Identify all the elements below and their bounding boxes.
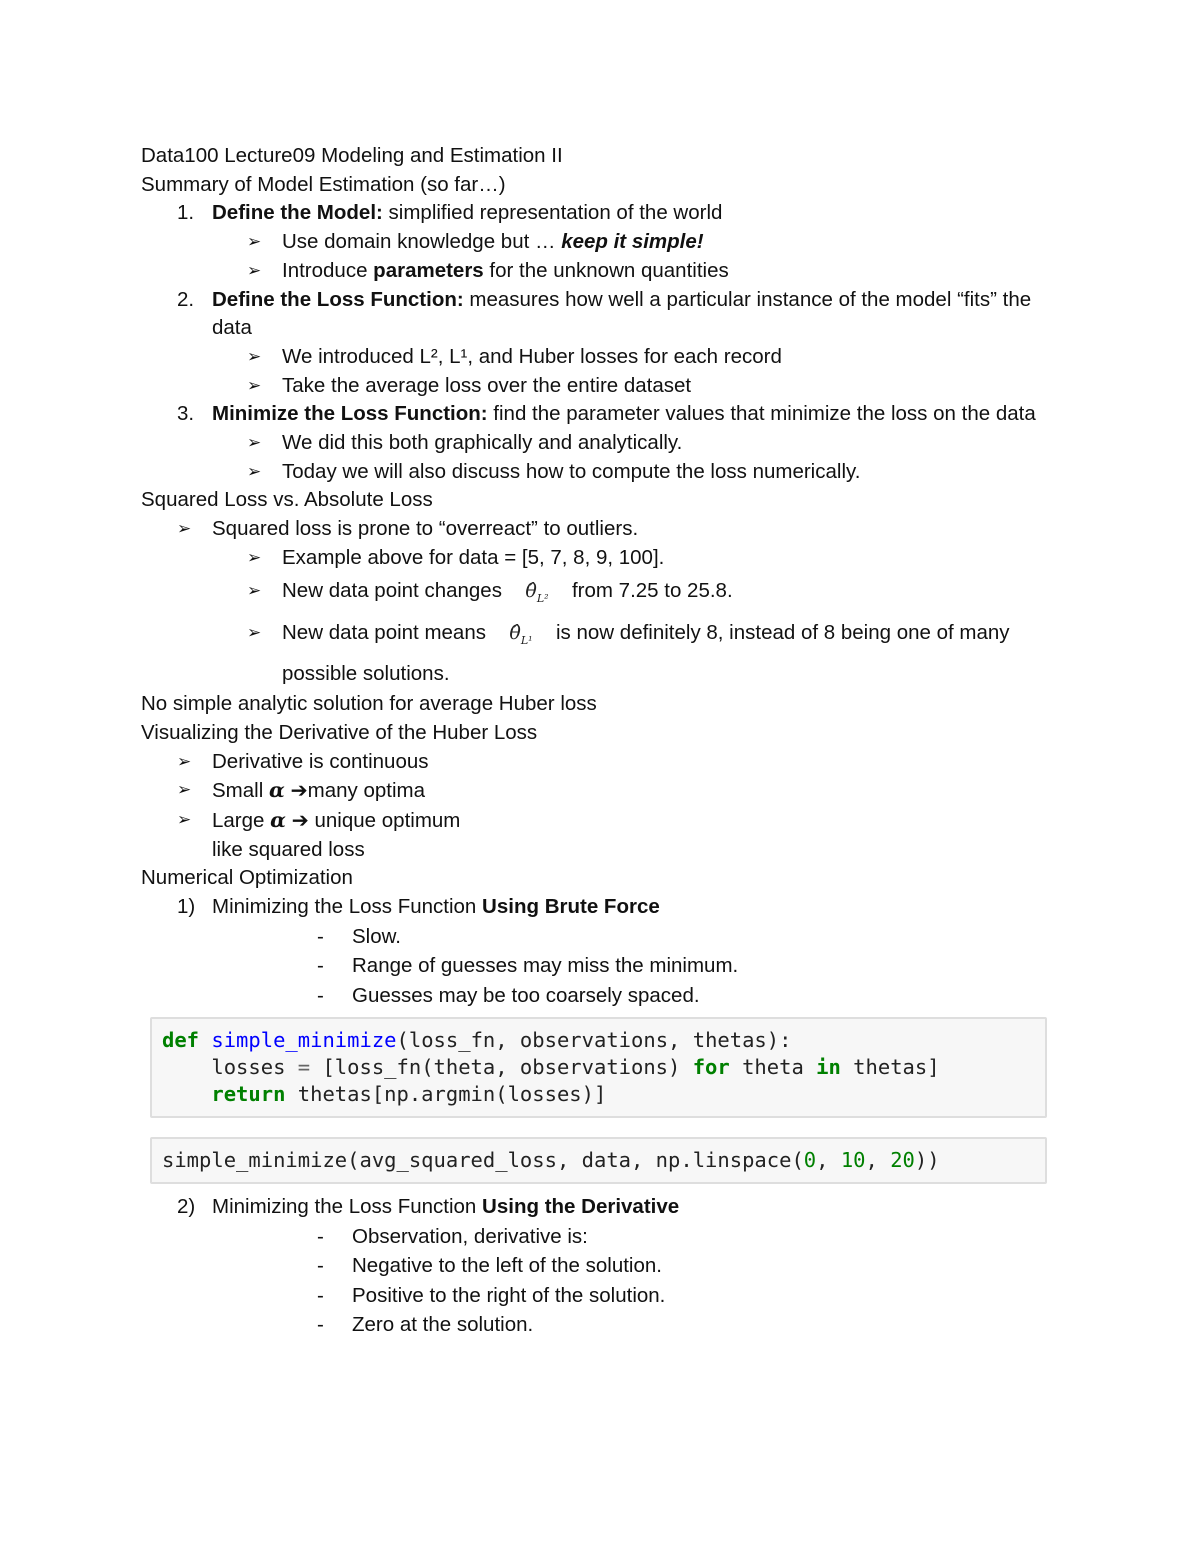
bullet-text: We introduced L², L¹, and Huber losses for each record: [282, 344, 782, 368]
bullet-text: We did this both graphically and analytically.: [282, 431, 683, 455]
dash-item: [317, 922, 1051, 952]
dash-item: [317, 1310, 1051, 1340]
bullet-text: New data point means: [282, 621, 486, 645]
dash-item: [317, 1281, 1051, 1311]
bullet-text: Take the average loss over the entire dataset: [282, 373, 692, 397]
bullet-text: unique optimum: [308, 808, 461, 832]
arrow-bullet-icon: ➢: [247, 623, 262, 643]
step-number: 1.: [177, 201, 195, 225]
bullet-item: [247, 573, 1051, 617]
code-block-call: [150, 1137, 1047, 1184]
arrow-bullet-icon: ➢: [177, 809, 192, 829]
document-body: [141, 142, 1051, 1340]
bullet-item: [247, 458, 1051, 487]
bullet-item: [177, 806, 1051, 836]
code-block-definition: [150, 1017, 1047, 1118]
bullet-item: [247, 544, 1051, 573]
bullet-text: Squared loss is prone to “overreact” to outliers.: [212, 517, 639, 541]
step-text: measures how well a particular instance of the model “fits” the data: [212, 287, 1032, 340]
step-title: Define the Loss Function:: [212, 287, 464, 311]
theta-subscript: L¹: [520, 634, 533, 648]
dash-text: Range of guesses may miss the minimum.: [352, 954, 739, 978]
bullet-text: Today we will also discuss how to compute the loss numerically.: [282, 459, 861, 483]
method-number: 1): [177, 895, 196, 919]
step-2: [177, 286, 1051, 343]
theta-hat-symbol: $\thetâ_{L^1}$: [509, 622, 533, 648]
step-title: Minimize the Loss Function:: [212, 402, 488, 426]
dash-bullet-icon: -: [317, 1224, 324, 1248]
dash-text: Slow.: [352, 924, 401, 948]
dash-text: Positive to the right of the solution.: [352, 1283, 666, 1307]
section-heading-numerical: Numerical Optimization: [141, 866, 353, 890]
bullet-item: [177, 748, 1051, 777]
arrow-bullet-icon: ➢: [247, 375, 262, 395]
bullet-text: for the unknown quantities: [483, 258, 729, 282]
bullet-text: Use domain knowledge but …: [282, 230, 562, 254]
step-text: find the parameter values that minimize the loss on the data: [487, 402, 1036, 426]
dash-item: [317, 951, 1051, 981]
method-2: [177, 1193, 1051, 1222]
arrow-bullet-icon: ➢: [247, 346, 262, 366]
bullet-text: Example above for data = [5, 7, 8, 9, 100].: [282, 545, 665, 569]
bullet-item: [247, 429, 1051, 458]
right-arrow-icon: ➔: [290, 779, 308, 803]
bullet-item: [247, 257, 1051, 286]
right-arrow-icon: ➔: [291, 808, 309, 832]
dash-text: Guesses may be too coarsely spaced.: [352, 983, 700, 1007]
arrow-bullet-icon: ➢: [247, 433, 262, 453]
section-heading-derivative: Visualizing the Derivative of the Huber Loss: [141, 720, 538, 744]
dash-text: Zero at the solution.: [352, 1313, 534, 1337]
alpha-symbol: α: [268, 778, 285, 803]
arrow-bullet-icon: ➢: [247, 547, 262, 567]
bullet-text: many optima: [307, 779, 425, 803]
section-heading-squared: Squared Loss vs. Absolute Loss: [141, 488, 433, 512]
bullet-item: [177, 515, 1051, 544]
dash-item: [317, 1222, 1051, 1252]
step-number: 2.: [177, 287, 195, 311]
method-bold: Using the Derivative: [482, 1195, 680, 1219]
code-line: return thetas[np.argmin(losses)]: [162, 1082, 607, 1107]
step-title: Define the Model:: [212, 201, 383, 225]
bullet-item: [247, 372, 1051, 401]
code-line: simple_minimize(avg_squared_loss, data, np.linspace(0, 10, 20)): [162, 1148, 940, 1173]
arrow-bullet-icon: ➢: [177, 780, 192, 800]
bullet-text: is now definitely 8, instead of 8 being one of many possible solutions.: [282, 621, 1010, 686]
bullet-emphasis: keep it simple!: [561, 230, 704, 254]
arrow-bullet-icon: ➢: [247, 461, 262, 481]
bullet-text: Derivative is continuous: [212, 749, 429, 773]
arrow-bullet-icon: ➢: [247, 232, 262, 252]
dash-item: [317, 1251, 1051, 1281]
dash-bullet-icon: -: [317, 954, 324, 978]
bullet-text: New data point changes: [282, 578, 502, 602]
summary-heading: Summary of Model Estimation (so far…): [141, 172, 506, 196]
huber-note: No simple analytic solution for average Huber loss: [141, 692, 597, 716]
dash-bullet-icon: -: [317, 1254, 324, 1278]
dash-bullet-icon: -: [317, 983, 324, 1007]
dash-text: Observation, derivative is:: [352, 1224, 588, 1248]
bullet-text: Introduce: [282, 258, 374, 282]
bullet-bold: parameters: [373, 258, 484, 282]
dash-bullet-icon: -: [317, 1313, 324, 1337]
method-bold: Using Brute Force: [482, 895, 660, 919]
method-1: [177, 893, 1051, 922]
bullet-item: [247, 228, 1051, 257]
step-3: [177, 400, 1051, 429]
bullet-text: from 7.25 to 25.8.: [571, 578, 733, 602]
method-text: Minimizing the Loss Function: [212, 1195, 483, 1219]
theta-subscript: L²: [536, 591, 549, 605]
step-number: 3.: [177, 402, 195, 426]
method-number: 2): [177, 1195, 196, 1219]
arrow-bullet-icon: ➢: [177, 751, 192, 771]
dash-bullet-icon: -: [317, 924, 324, 948]
theta-hat-symbol: $\thetâ_{L^2}$: [525, 579, 549, 605]
bullet-text: Large: [212, 808, 271, 832]
bullet-item: [177, 776, 1051, 806]
alpha-symbol: α: [270, 807, 286, 832]
bullet-item: [247, 616, 1051, 690]
step-1: [177, 199, 1051, 228]
arrow-bullet-icon: ➢: [177, 519, 192, 539]
dash-bullet-icon: -: [317, 1283, 324, 1307]
method-text: Minimizing the Loss Function: [212, 895, 483, 919]
dash-item: [317, 981, 1051, 1011]
page-title: Data100 Lecture09 Modeling and Estimation II: [141, 144, 563, 167]
bullet-item: [247, 343, 1051, 372]
arrow-bullet-icon: ➢: [247, 580, 262, 600]
step-text: simplified representation of the world: [382, 201, 723, 225]
bullet-continuation: like squared loss: [212, 837, 365, 861]
dash-text: Negative to the left of the solution.: [352, 1254, 662, 1278]
arrow-bullet-icon: ➢: [247, 260, 262, 280]
code-line: losses = [loss_fn(theta, observations) for theta in thetas]: [162, 1055, 940, 1080]
code-line: def simple_minimize(loss_fn, observations, thetas):: [162, 1028, 792, 1053]
bullet-text: Small: [212, 779, 269, 803]
